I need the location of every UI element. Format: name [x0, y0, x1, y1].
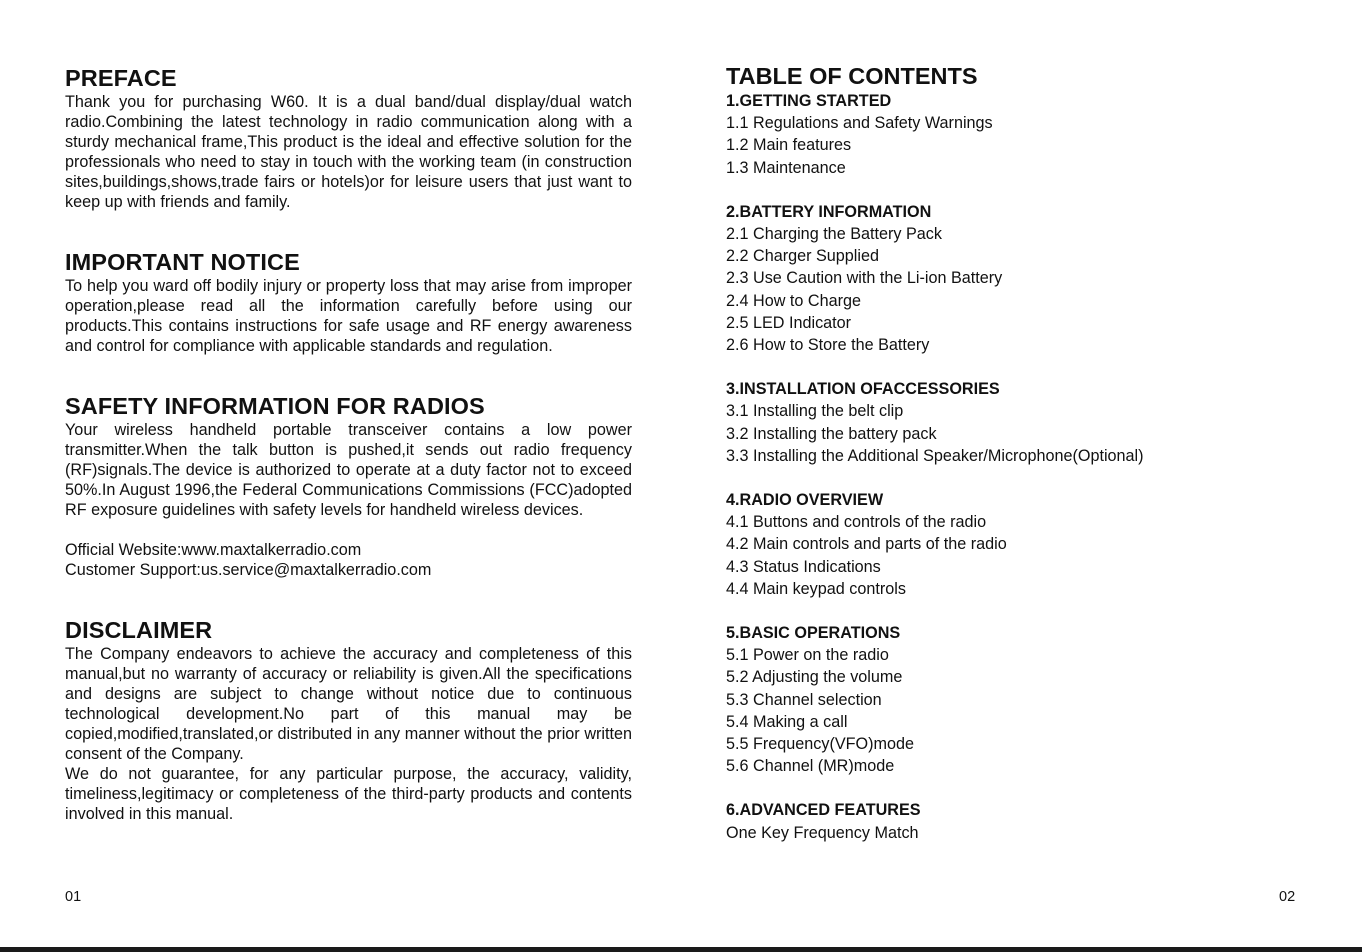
toc-item: 1.1 Regulations and Safety Warnings: [726, 114, 993, 133]
disclaimer-body: The Company endeavors to achieve the accuracy and completeness of this manual,but no warranty of accuracy or reliability is given.All the specifications and designs are subject to change without notice due to continuous technological development.No part of this manual may be copied,modified,translated,or distributed in any manner without the prior written consent of the Company.: [65, 645, 632, 763]
safety-information-section: [65, 392, 632, 580]
toc-group: [726, 378, 1306, 467]
toc-group-title: 1.GETTING STARTED: [726, 92, 892, 110]
toc-item: 5.2 Adjusting the volume: [726, 668, 903, 687]
toc-item: 5.6 Channel (MR)mode: [726, 757, 895, 776]
toc-title: TABLE OF CONTENTS: [726, 63, 978, 89]
toc-group-title: 2.BATTERY INFORMATION: [726, 202, 932, 221]
toc-item: 5.4 Making a call: [726, 712, 848, 731]
right-page: [726, 62, 1306, 866]
toc-group: [726, 799, 1306, 843]
contact-info: [65, 540, 632, 580]
toc-group: [726, 201, 1306, 356]
toc-item: 1.2 Main features: [726, 136, 852, 155]
toc-item: 5.1 Power on the radio: [726, 646, 889, 665]
safety-information-body: Your wireless handheld portable transceiver contains a low power transmitter.When the talk button is pushed,it sends out radio frequency (RF)signals.The device is authorized to operate at a duty factor not to exceed 50%.In August 1996,the Federal Communications Commissions (FCC)adopted RF exposure guidelines with safety levels for handheld wireless devices.: [65, 421, 632, 519]
disclaimer-section: [65, 616, 632, 824]
toc-item: 4.2 Main controls and parts of the radio: [726, 535, 1007, 554]
toc-item: 2.3 Use Caution with the Li-ion Battery: [726, 269, 1003, 288]
important-notice-heading: IMPORTANT NOTICE: [65, 249, 300, 275]
left-page: [65, 64, 632, 824]
toc-group: [726, 622, 1306, 777]
toc-item: One Key Frequency Match: [726, 823, 919, 842]
toc-item: 2.4 How to Charge: [726, 291, 861, 310]
disclaimer-body-2: We do not guarantee, for any particular purpose, the accuracy, validity, timeliness,legitimacy or completeness of the third-party products and contents involved in this manual.: [65, 765, 632, 823]
safety-information-heading: SAFETY INFORMATION FOR RADIOS: [65, 393, 485, 419]
toc-group-title: 3.INSTALLATION OFACCESSORIES: [726, 380, 1000, 399]
toc-group-title: 5.BASIC OPERATIONS: [726, 624, 901, 643]
toc-item: 3.3 Installing the Additional Speaker/Microphone(Optional): [726, 446, 1144, 465]
page-number-left: 01: [65, 889, 82, 905]
disclaimer-heading: DISCLAIMER: [65, 617, 213, 643]
customer-support: Customer Support:us.service@maxtalkerradio.com: [65, 561, 432, 579]
toc-group: [726, 489, 1306, 600]
toc-item: 4.3 Status Indications: [726, 557, 881, 576]
important-notice-body: To help you ward off bodily injury or property loss that may arise from improper operation,please read all the information carefully before using our products.This contains instructions for safe usage and RF energy awareness and control for compliance with applicable standards and regulation.: [65, 277, 632, 355]
toc-item: 5.3 Channel selection: [726, 690, 882, 709]
preface-section: [65, 64, 632, 212]
toc-item: 4.1 Buttons and controls of the radio: [726, 513, 987, 532]
toc-item: 2.6 How to Store the Battery: [726, 336, 930, 355]
important-notice-section: [65, 248, 632, 356]
bottom-divider: [0, 947, 1362, 952]
toc-group: [726, 90, 1306, 179]
toc-item: 3.2 Installing the battery pack: [726, 424, 937, 443]
toc-item: 1.3 Maintenance: [726, 158, 846, 177]
toc-group-title: 6.ADVANCED FEATURES: [726, 801, 921, 820]
toc-item: 2.2 Charger Supplied: [726, 247, 879, 266]
toc-item: 4.4 Main keypad controls: [726, 579, 906, 598]
toc-item: 3.1 Installing the belt clip: [726, 402, 904, 421]
page-number-right: 02: [1279, 889, 1296, 905]
toc-item: 2.5 LED Indicator: [726, 313, 852, 332]
toc-item: 2.1 Charging the Battery Pack: [726, 225, 942, 244]
official-website: Official Website:www.maxtalkerradio.com: [65, 541, 362, 559]
preface-body: Thank you for purchasing W60. It is a dual band/dual display/dual watch radio.Combining the latest technology in radio communication along with a sturdy mechanical frame,This product is the ideal and effective solution for the professionals who need to stay in touch with the working team (in construction sites,buildings,shows,trade fairs or hotels)or for leisure users that just want to keep up with friends and family.: [65, 93, 632, 211]
toc-item: 5.5 Frequency(VFO)mode: [726, 735, 915, 754]
toc-group-title: 4.RADIO OVERVIEW: [726, 491, 884, 510]
preface-heading: PREFACE: [65, 65, 177, 91]
